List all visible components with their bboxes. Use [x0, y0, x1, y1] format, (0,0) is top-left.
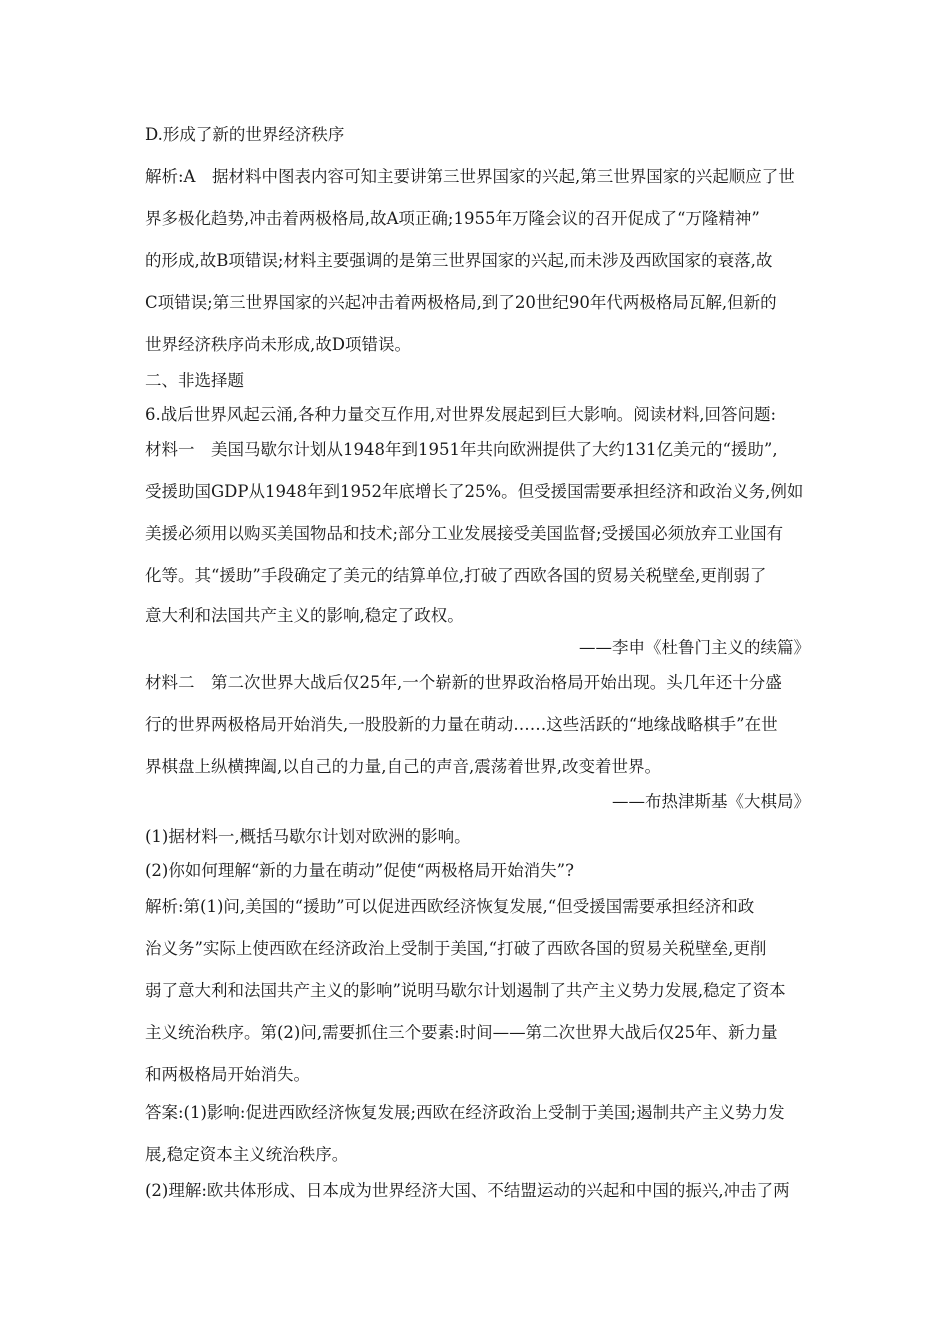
material-two-line-1: 材料二 第二次世界大战后仅25年,一个崭新的世界政治格局开始出现。头几年还十分盛 [145, 673, 782, 692]
analysis-line-4: C项错误;第三世界国家的兴起冲击着两极格局,到了20世纪90年代两极格局瓦解,但新的 [145, 293, 777, 312]
material-two-source: ——布热津斯基《大棋局》 [612, 792, 810, 811]
material-one-line-1: 材料一 美国马歇尔计划从1948年到1951年共向欧洲提供了大约131亿美元的“援助”, [145, 440, 778, 459]
analysis-line-3: 的形成,故B项错误;材料主要强调的是第三世界国家的兴起,而未涉及西欧国家的衰落,故 [145, 251, 773, 270]
analysis-2-line-3: 弱了意大利和法国共产主义的影响”说明马歇尔计划遏制了共产主义势力发展,稳定了资本 [145, 981, 786, 1000]
material-one-line-4: 化等。其“援助”手段确定了美元的结算单位,打破了西欧各国的贸易关税壁垒,更削弱了 [145, 566, 767, 585]
material-two-line-2: 行的世界两极格局开始消失,一股股新的力量在萌动……这些活跃的“地缘战略棋手”在世 [145, 715, 778, 734]
answer-line-1: 答案:(1)影响:促进西欧经济恢复发展;西欧在经济政治上受制于美国;遏制共产主义势力发 [145, 1103, 785, 1122]
analysis-2-line-4: 主义统治秩序。第(2)问,需要抓住三个要素:时间——第二次世界大战后仅25年、新力量 [145, 1023, 778, 1042]
analysis-line-1: 解析:A 据材料中图表内容可知主要讲第三世界国家的兴起,第三世界国家的兴起顺应了世 [145, 167, 795, 186]
analysis-line-5: 世界经济秩序尚未形成,故D项错误。 [145, 335, 411, 354]
material-one-line-2: 受援助国GDP从1948年到1952年底增长了25%。但受援国需要承担经济和政治义务,例如 [145, 482, 804, 501]
answer-line-2: 展,稳定资本主义统治秩序。 [145, 1145, 349, 1164]
analysis-2-line-1: 解析:第(1)问,美国的“援助”可以促进西欧经济恢复发展,“但受援国需要承担经济和政 [145, 897, 755, 916]
question-6-stem: 6.战后世界风起云涌,各种力量交互作用,对世界发展起到巨大影响。阅读材料,回答问题: [145, 405, 777, 424]
analysis-2-line-5: 和两极格局开始消失。 [145, 1065, 310, 1084]
option-d: D.形成了新的世界经济秩序 [145, 125, 345, 144]
sub-question-2: (2)你如何理解“新的力量在萌动”促使“两极格局开始消失”? [145, 861, 574, 880]
material-one-line-3: 美援必须用以购买美国物品和技术;部分工业发展接受美国监督;受援国必须放弃工业国有 [145, 524, 784, 543]
material-one-line-5: 意大利和法国共产主义的影响,稳定了政权。 [145, 606, 464, 625]
analysis-2-line-2: 治义务”实际上使西欧在经济政治上受制于美国,“打破了西欧各国的贸易关税壁垒,更削 [145, 939, 767, 958]
sub-question-1: (1)据材料一,概括马歇尔计划对欧洲的影响。 [145, 827, 471, 846]
analysis-line-2: 界多极化趋势,冲击着两极格局,故A项正确;1955年万隆会议的召开促成了“万隆精神” [145, 209, 760, 228]
material-two-line-3: 界棋盘上纵横捭阖,以自己的力量,自己的声音,震荡着世界,改变着世界。 [145, 757, 661, 776]
section-heading: 二、非选择题 [145, 371, 244, 390]
material-one-source: ——李申《杜鲁门主义的续篇》 [579, 638, 810, 657]
answer-line-3: (2)理解:欧共体形成、日本成为世界经济大国、不结盟运动的兴起和中国的振兴,冲击了两 [145, 1181, 790, 1200]
